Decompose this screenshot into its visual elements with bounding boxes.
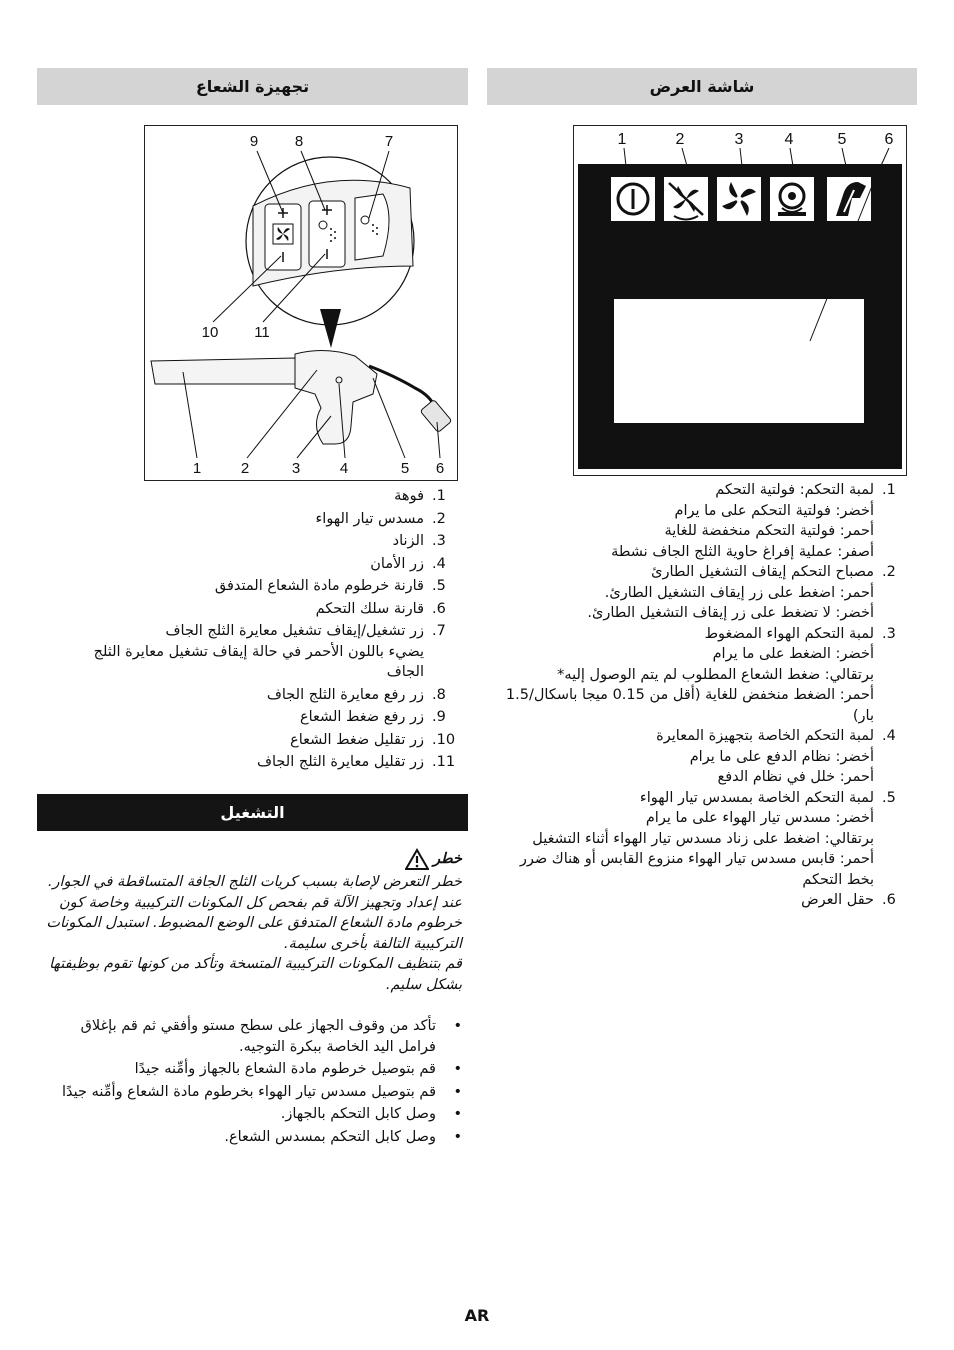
list-item: .11 زر تقليل معايرة الثلج الجاف (256, 754, 456, 770)
power-icon (611, 177, 655, 221)
display-panel-drawing (574, 126, 906, 475)
air-pressure-icon (770, 177, 814, 221)
list-item: .2 مصباح التحكم إيقاف التشغيل الطارئ أحمر: اضغط على زر إيقاف التشغيل الطارئ. أخضر: لا تضغط على زر إيقاف التشغيل الطارئ. (587, 564, 896, 621)
display-field (614, 299, 864, 423)
warning-text-1: خطر التعرض لإصابة بسبب كريات الثلج الجافة المتساقطة في الجوار. (47, 874, 462, 890)
display-callout-4: 4 (784, 131, 794, 148)
list-item: .5 قارنة خرطوم مادة الشعاع المتدفق (214, 578, 446, 594)
list-item: • تأكد من وقوف الجهاز على سطح مستو وأفقي ثم قم بإغلاق فرامل اليد الخاصة ببكرة التوجيه. (80, 1018, 462, 1055)
gun-callout-b2: 2 (240, 460, 250, 477)
gun-callout-7: 7 (384, 133, 394, 150)
warning-text-3: قم بتنظيف المكونات التركيبية المتسخة وتأكد من كونها تقوم بوظيفتها بشكل سليم. (49, 956, 462, 993)
list-item: .2 مسدس تيار الهواء (315, 510, 446, 527)
display-legend-list (496, 480, 912, 911)
list-item: .9 زر رفع ضغط الشعاع (299, 709, 446, 725)
display-callout-2: 2 (675, 131, 685, 148)
warning-text-2: عند إعداد وتجهيز الآلة قم بفحص كل المكونات التركيبية وخاصة كون خرطوم مادة الشعاع المتدفق على الوضع المضبوط. استبدل المكونات التركيبية التالفة بأخرى سليمة. (46, 894, 462, 952)
list-item: • وصل كابل التحكم بمسدس الشعاع. (224, 1128, 462, 1145)
list-item: .3 لمبة التحكم الهواء المضغوط أخضر: الضغط على ما يرام برتقالي: ضغط الشعاع المطلوب لم يتم الوصول إليه* أحمر: الضغط منخفض للغاية (أقل من 0.15 ميجا باسكال/1.5 بار) (505, 625, 896, 724)
list-item: .8 زر رفع معايرة الثلج الجاف (266, 686, 446, 703)
gun-callout-11: 11 (254, 324, 270, 341)
list-item: .5 لمبة التحكم الخاصة بمسدس تيار الهواء أخضر: مسدس تيار الهواء على ما يرام برتقالي: اضغط على زناد مسدس تيار الهواء أثناء التشغيل أحمر: قابس مسدس تيار الهواء منزوع القابس أو هناك ضرر بخط التحكم (519, 789, 896, 888)
gun-callout-b5: 5 (400, 460, 410, 477)
gun-callout-b6: 6 (435, 460, 445, 477)
spray-gun-icon (827, 177, 871, 221)
display-figure (573, 125, 907, 476)
list-item: .4 لمبة التحكم الخاصة بتجهيزة المعايرة أخضر: نظام الدفع على ما يرام أحمر: خلل في نظام الدفع (656, 728, 896, 785)
display-callout-3: 3 (734, 131, 744, 148)
danger-warning (44, 848, 462, 995)
section-header-operation: التشغيل (37, 794, 468, 831)
fan-off-icon (664, 177, 708, 221)
page-footer-language: AR (464, 1306, 490, 1325)
gun-callout-b4: 4 (339, 460, 349, 477)
section-header-display: شاشة العرض (487, 68, 917, 105)
list-item: • قم بتوصيل خرطوم مادة الشعاع بالجهاز وأمِّنه جيدًا (134, 1061, 462, 1077)
list-item: .7 زر تشغيل/إيقاف تشغيل معايرة الثلج الجاف يضيء باللون الأحمر في حالة إيقاف تشغيل معايرة الثلج الجاف (93, 623, 446, 680)
list-item: .3 الزناد (392, 533, 446, 549)
list-item: .6 حقل العرض (801, 892, 896, 908)
list-item: .1 لمبة التحكم: فولتية التحكم أخضر: فولتية التحكم على ما يرام أحمر: فولتية التحكم منخفضة للغاية أصفر: عملية إفراغ حاوية الثلج الجاف نشطة (611, 482, 896, 560)
section-header-gun: تجهيزة الشعاع (37, 68, 468, 105)
gun-legend-list (70, 486, 462, 773)
display-callout-6: 6 (884, 131, 894, 148)
list-item: • وصل كابل التحكم بالجهاز. (280, 1106, 462, 1122)
gun-callout-b3: 3 (291, 460, 301, 477)
list-item: .1 فوهة (394, 488, 446, 504)
list-item: .6 قارنة سلك التحكم (315, 600, 446, 617)
gun-callout-10: 10 (201, 324, 219, 341)
warning-title: خطر (433, 851, 462, 867)
gun-figure (144, 125, 458, 481)
gun-callout-9: 9 (249, 133, 259, 150)
list-item: .4 زر الأمان (370, 555, 446, 572)
spray-gun-drawing (145, 126, 457, 480)
display-callout-5: 5 (837, 131, 847, 148)
gun-callout-8: 8 (294, 133, 304, 150)
list-item: • قم بتوصيل مسدس تيار الهواء بخرطوم مادة الشعاع وأمِّنه جيدًا (62, 1083, 462, 1100)
gun-callout-b1: 1 (192, 460, 202, 477)
fan-icon (717, 177, 761, 221)
operation-steps (44, 1016, 470, 1147)
list-item: .10 زر تقليل ضغط الشعاع (290, 731, 456, 748)
display-callout-1: 1 (617, 131, 627, 148)
warning-triangle-icon (405, 848, 429, 870)
